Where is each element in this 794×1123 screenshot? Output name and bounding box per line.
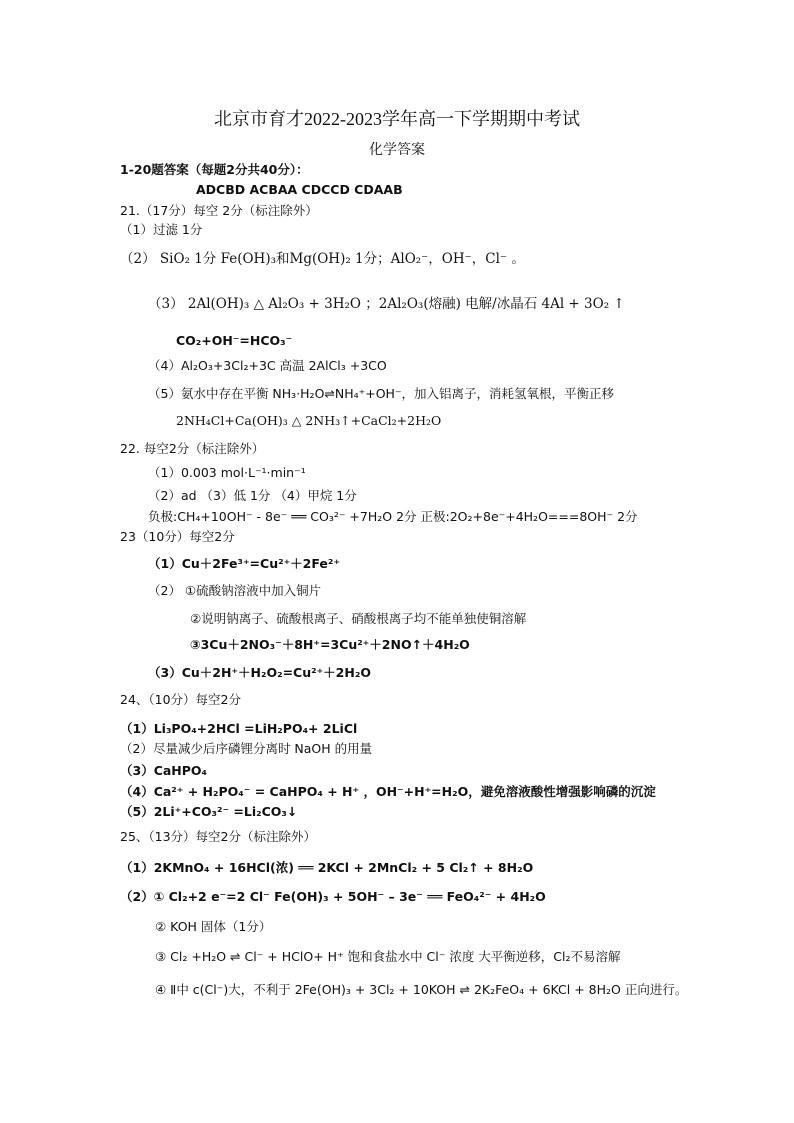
q21-part3b: CO₂+OH⁻=HCO₃⁻ [176, 333, 293, 348]
q25-heading: 25、（13分）每空2分（标注除外） [120, 829, 317, 844]
q22-electrodes: 负极:CH₄+10OH⁻ - 8e⁻ ══ CO₃²⁻ +7H₂O 2分 正极:2O₂+8e⁻+4H₂O===8OH⁻ 2分 [148, 509, 638, 524]
q24-part4: （4）Ca²⁺ + H₂PO₄⁻ = CaHPO₄ + H⁺ ，OH⁻+H⁺=H₂O，避免溶液酸性增强影响磷的沉淀 [120, 784, 656, 799]
q25-part2c: ③ Cl₂ +H₂O ⇌ Cl⁻ + HClO+ H⁺ 饱和食盐水中 Cl⁻ 浓度 大平衡逆移，Cl₂不易溶解 [155, 949, 621, 964]
q21-part5: （5）氨水中存在平衡 NH₃·H₂O⇌NH₄⁺+OH⁻，加入铝离子，消耗氢氧根，平衡正移 [148, 386, 615, 401]
q23-heading: 23（10分）每空2分 [120, 529, 235, 544]
mc-answers: ADCBD ACBAA CDCCD CDAAB [196, 182, 403, 197]
q25-part2d: ④ Ⅱ中 c(Cl⁻)大，不利于 2Fe(OH)₃ + 3Cl₂ + 10KOH ⇌ 2K₂FeO₄ + 6KCl + 8H₂O 正向进行。 [155, 982, 688, 997]
q22-heading: 22. 每空2分（标注除外） [120, 441, 265, 456]
q21-part4: （4）Al₂O₃+3Cl₂+3C 高温 2AlCl₃ +3CO [148, 358, 387, 373]
q23-part2: （2） ①硫酸钠溶液中加入铜片 [148, 583, 322, 598]
page-subtitle: 化学答案 [369, 142, 425, 158]
q22-part1: （1）0.003 mol·L⁻¹·min⁻¹ [148, 465, 306, 480]
page-title: 北京市育才2022-2023学年高一下学期期中考试 [214, 109, 580, 129]
q24-part5: （5）2Li⁺+CO₃²⁻ =Li₂CO₃↓ [120, 804, 298, 819]
q21-part2: （2） SiO₂ 1分 Fe(OH)₃和Mg(OH)₂ 1分；AlO₂⁻，OH⁻，Cl⁻ 。 [120, 251, 525, 267]
q23-part1: （1）Cu＋2Fe³⁺=Cu²⁺＋2Fe²⁺ [148, 556, 340, 571]
q23-part3: （3）Cu＋2H⁺＋H₂O₂=Cu²⁺＋2H₂O [148, 665, 371, 680]
q22-part2-4: （2）ad （3）低 1分 （4）甲烷 1分 [148, 488, 357, 503]
q25-part2b: ② KOH 固体（1分） [155, 919, 272, 934]
q21-part5b: 2NH₄Cl+Ca(OH)₃ △ 2NH₃↑+CaCl₂+2H₂O [176, 413, 442, 428]
mc-heading: 1-20题答案（每题2分共40分）： [120, 162, 309, 177]
q21-heading: 21.（17分）每空 2分（标注除外） [120, 203, 318, 218]
q23-part2b: ②说明钠离子、硫酸根离子、硝酸根离子均不能单独使铜溶解 [190, 611, 527, 626]
q25-part1: （1）2KMnO₄ + 16HCl(浓) ══ 2KCl + 2MnCl₂ + 5 Cl₂↑ + 8H₂O [120, 860, 534, 875]
q21-part3: （3） 2Al(OH)₃ △ Al₂O₃ + 3H₂O ；2Al₂O₃(熔融) 电解/冰晶石 4Al + 3O₂ ↑ [148, 296, 625, 312]
q24-part3: （3）CaHPO₄ [120, 763, 208, 778]
q23-part2c: ③3Cu＋2NO₃⁻＋8H⁺=3Cu²⁺＋2NO↑＋4H₂O [190, 637, 470, 652]
q24-heading: 24、（10分）每空2分 [120, 692, 242, 707]
q21-part1: （1）过滤 1分 [120, 222, 203, 237]
q24-part2: （2）尽量减少后序磷锂分离时 NaOH 的用量 [120, 741, 373, 756]
q25-part2: （2）① Cl₂+2 e⁻=2 Cl⁻ Fe(OH)₃ + 5OH⁻ – 3e⁻ ══ FeO₄²⁻ + 4H₂O [120, 889, 546, 904]
q24-part1: （1）Li₃PO₄+2HCl =LiH₂PO₄+ 2LiCl [120, 721, 358, 736]
